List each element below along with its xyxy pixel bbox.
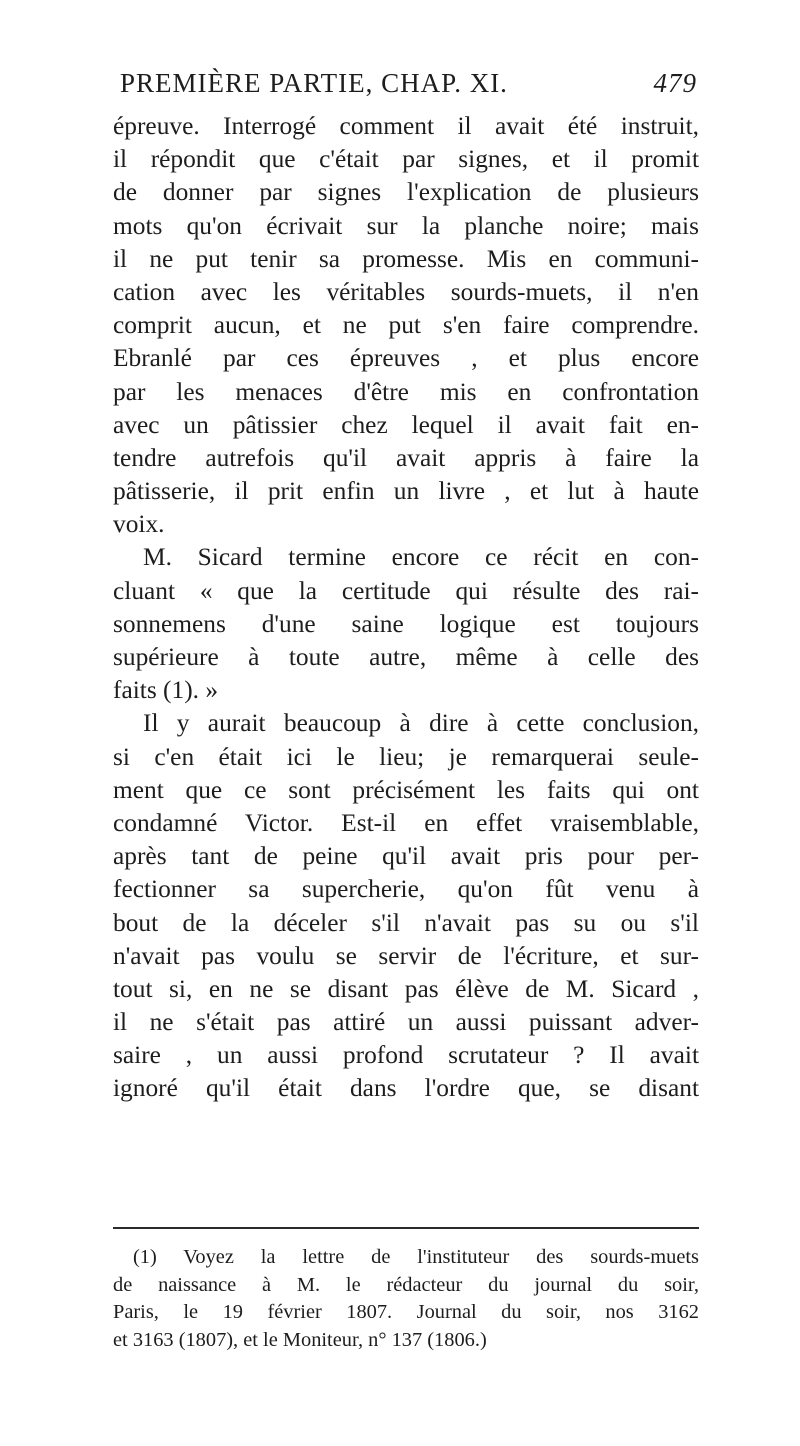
text-line: sonnemens d'une saine logique est toujours: [113, 609, 699, 638]
text-line: condamné Victor. Est-il en effet vraisemblable,: [113, 808, 699, 837]
page-number: 479: [653, 68, 697, 98]
text-line: mots qu'on écrivait sur la planche noire; mais: [113, 211, 699, 240]
footnote: [113, 1244, 699, 1354]
text-line: cation avec les véritables sourds-muets, il n'en: [113, 277, 699, 306]
text-line: si c'en était ici le lieu; je remarquerai seule-: [113, 742, 699, 771]
text-line: fectionner sa supercherie, qu'on fût venu à: [113, 875, 699, 904]
text-line: pâtisserie, il prit enfin un livre , et lut à haute: [113, 477, 699, 506]
text-line: Il y aurait beaucoup à dire à cette conclusion,: [143, 709, 699, 738]
running-head-title: PREMIÈRE PARTIE, CHAP. XI.: [120, 68, 508, 98]
text-line: ignoré qu'il était dans l'ordre que, se disant: [113, 1074, 699, 1103]
footnote-line: de naissance à M. le rédacteur du journal du soir,: [113, 1273, 699, 1296]
text-line: bout de la déceler s'il n'avait pas su ou s'il: [113, 908, 699, 937]
text-line: tout si, en ne se disant pas élève de M. Sicard ,: [113, 974, 699, 1003]
text-line: il ne put tenir sa promesse. Mis en communi-: [113, 244, 699, 273]
running-head: [112, 68, 697, 102]
footnote-line: et 3163 (1807), et le Moniteur, n° 137 (1806.): [113, 1328, 487, 1351]
footnote-line: (1) Voyez la lettre de l'instituteur des sourds-muets: [133, 1246, 699, 1268]
text-line: de donner par signes l'explication de plusieurs: [113, 178, 699, 207]
text-line: tendre autrefois qu'il avait appris à faire la: [113, 443, 699, 472]
text-line: par les menaces d'être mis en confrontation: [113, 377, 699, 406]
footnote-rule: [113, 1227, 699, 1229]
footnote-line: Paris, le 19 février 1807. Journal du soir, nos 3162: [113, 1301, 699, 1324]
text-line: Ebranlé par ces épreuves , et plus encore: [113, 344, 699, 373]
text-line: ment que ce sont précisément les faits qui ont: [113, 775, 699, 804]
text-line: n'avait pas voulu se servir de l'écriture, et sur-: [113, 941, 699, 970]
text-line: épreuve. Interrogé comment il avait été instruit,: [113, 112, 699, 140]
text-line: il ne s'était pas attiré un aussi puissant adver-: [113, 1008, 699, 1037]
text-line: voix.: [113, 510, 165, 539]
text-line: faits (1). »: [113, 676, 219, 705]
text-line: cluant « que la certitude qui résulte des rai-: [113, 576, 699, 605]
text-line: saire , un aussi profond scrutateur ? Il avait: [113, 1041, 699, 1070]
text-line: après tant de peine qu'il avait pris pour per-: [113, 842, 699, 871]
text-line: M. Sicard termine encore ce récit en con-: [143, 543, 699, 572]
body-text: [113, 110, 699, 1106]
text-line: avec un pâtissier chez lequel il avait fait en-: [113, 410, 699, 439]
text-line: supérieure à toute autre, même à celle des: [113, 643, 699, 671]
text-line: comprit aucun, et ne put s'en faire comprendre.: [113, 311, 699, 340]
text-line: il répondit que c'était par signes, et il promit: [113, 145, 699, 174]
